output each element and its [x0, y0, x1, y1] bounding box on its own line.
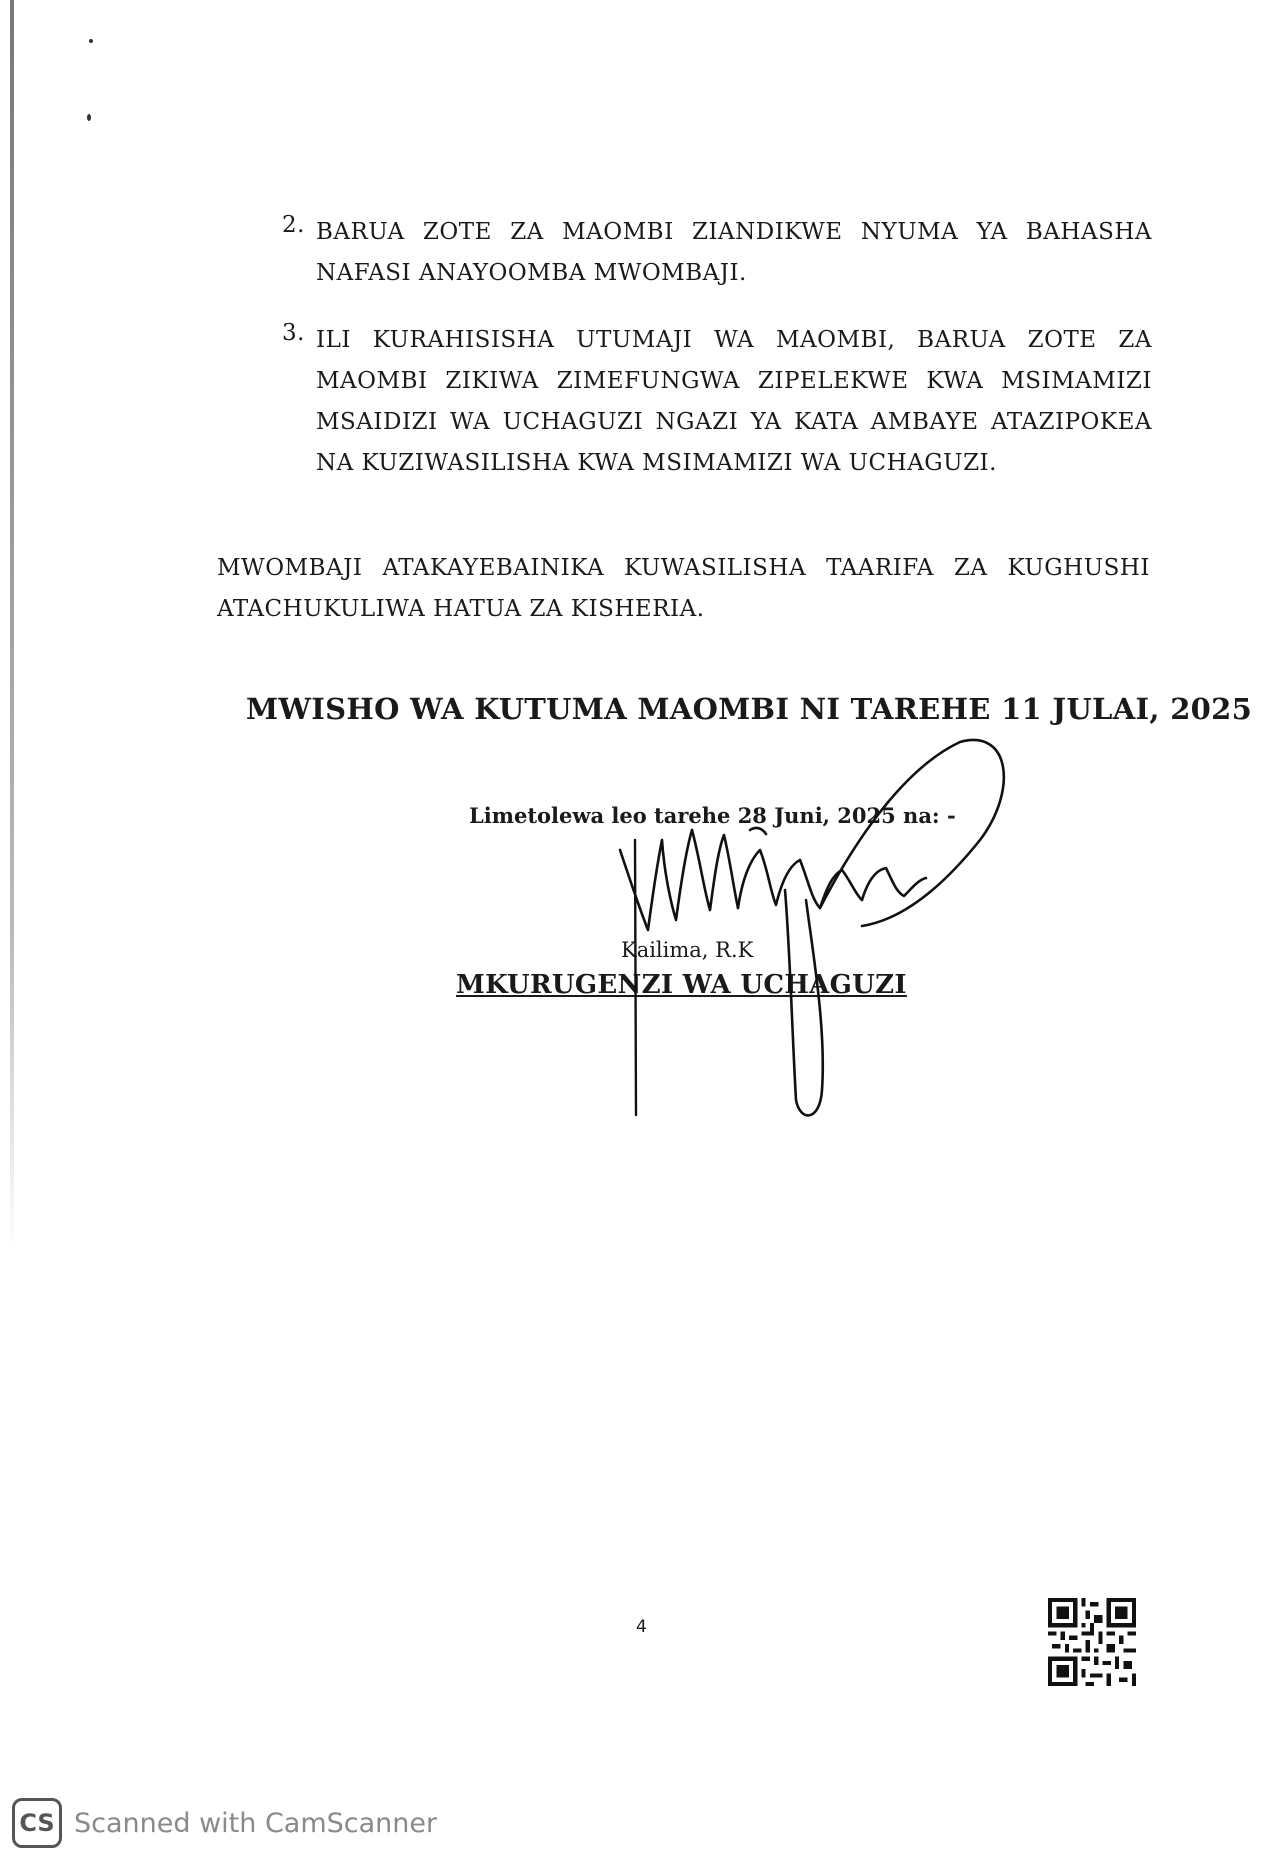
warning-line: MWOMBAJI ATAKAYEBAINIKA KUWASILISHA TAARIFA ZA KUGHUSHI	[217, 555, 1150, 581]
warning-paragraph	[217, 548, 1150, 630]
list-item-line: ILI KURAHISISHA UTUMAJI WA MAOMBI, BARUA ZOTE ZA	[316, 327, 1152, 353]
list-item-line: BARUA ZOTE ZA MAOMBI ZIANDIKWE NYUMA YA BAHASHA	[316, 219, 1152, 245]
camscanner-logo-icon: CS	[12, 1798, 62, 1848]
qr-code-icon	[1048, 1598, 1136, 1686]
signer-title: MKURUGENZI WA UCHAGUZI	[456, 970, 907, 1000]
list-item	[282, 320, 1152, 484]
numbered-list	[282, 212, 1152, 510]
camscanner-watermark	[12, 1798, 437, 1848]
list-item-line: MAOMBI ZIKIWA ZIMEFUNGWA ZIPELEKWE KWA MSIMAMIZI	[316, 368, 1152, 394]
list-item	[282, 212, 1152, 294]
watermark-text: Scanned with CamScanner	[74, 1807, 438, 1839]
signer-name: Kailima, R.K	[621, 938, 754, 962]
page-number: 4	[636, 1617, 647, 1637]
list-item-line: NA KUZIWASILISHA KWA MSIMAMIZI WA UCHAGUZI.	[316, 450, 997, 476]
scan-speck	[89, 39, 93, 43]
warning-line: ATACHUKULIWA HATUA ZA KISHERIA.	[217, 596, 705, 622]
list-item-number: 3.	[282, 320, 305, 346]
deadline-heading: MWISHO WA KUTUMA MAOMBI NI TAREHE 11 JULAI, 2025	[246, 692, 1253, 726]
scan-speck	[87, 114, 91, 121]
list-item-number: 2.	[282, 212, 305, 238]
list-item-line: MSAIDIZI WA UCHAGUZI NGAZI YA KATA AMBAYE ATAZIPOKEA	[316, 409, 1152, 435]
issued-date-line: Limetolewa leo tarehe 28 Juni, 2025 na: -	[469, 803, 956, 828]
handwritten-signature	[600, 730, 1020, 1130]
scan-edge-shadow	[10, 0, 14, 1250]
list-item-line: NAFASI ANAYOOMBA MWOMBAJI.	[316, 260, 747, 286]
